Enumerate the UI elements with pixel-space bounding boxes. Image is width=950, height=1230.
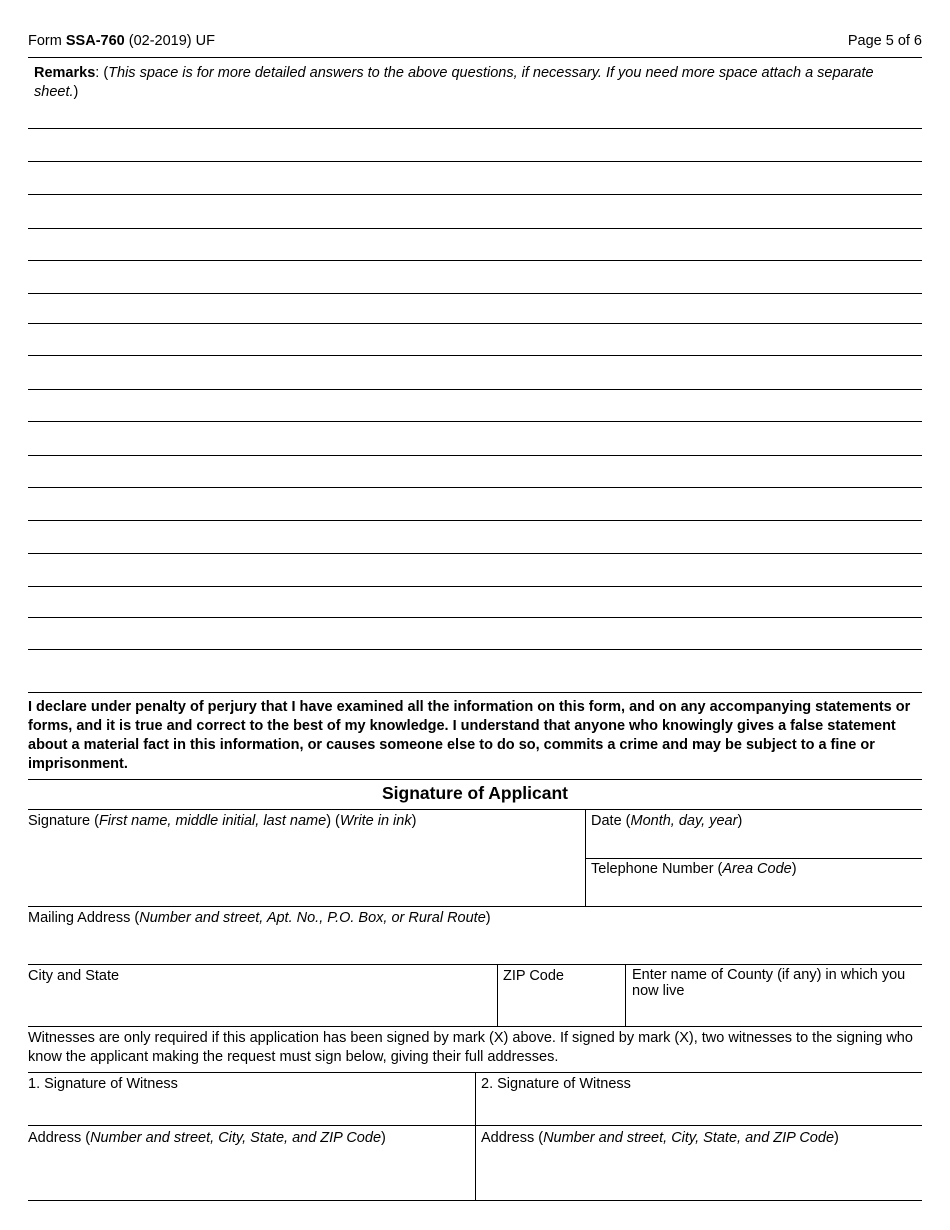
form-version: (02-2019) UF [128, 33, 215, 49]
label-text: ) ( [326, 813, 340, 829]
witness-2-signature-label: 2. Signature of Witness [481, 1076, 631, 1092]
label-text: Date ( [591, 813, 631, 829]
remarks-heading [34, 64, 904, 102]
label-text: ) [737, 813, 743, 829]
label-text: Mailing Address ( [28, 910, 140, 926]
divider [28, 964, 922, 965]
divider [28, 1200, 922, 1201]
perjury-declaration: I declare under penalty of perjury that I have examined all the information on this form, and on any accompanying statements or forms, and it is true and correct to the best of my knowledge. I understand that anyone who knowingly gives a false statement about a material fact in this information, or causes someone else to do so, commits a crime and may be subject to a fine or imprisonment. [28, 699, 911, 772]
label-text: ) [834, 1130, 839, 1146]
remarks-line[interactable] [28, 586, 922, 587]
remarks-instruction: This space is for more detailed answers to the above questions, if necessary. If you need more space attach a separate sheet. [34, 65, 874, 100]
label-text: Address ( [28, 1130, 91, 1146]
zip-code-input[interactable] [498, 987, 624, 1025]
witness-1-signature-input[interactable] [28, 1095, 474, 1124]
mailing-address-label [28, 909, 491, 927]
date-field-label [591, 812, 742, 830]
remarks-line[interactable] [28, 487, 922, 488]
city-state-label: City and State [28, 968, 120, 984]
form-prefix: Form [28, 33, 62, 49]
remarks-line[interactable] [28, 617, 922, 618]
label-text: ) [381, 1130, 386, 1146]
remarks-line[interactable] [28, 128, 922, 129]
divider [28, 906, 922, 907]
label-text: Address ( [481, 1130, 544, 1146]
remarks-line[interactable] [28, 455, 922, 456]
remarks-line[interactable] [28, 323, 922, 324]
label-text: ) [791, 861, 797, 877]
remarks-line[interactable] [28, 194, 922, 195]
remarks-line[interactable] [28, 421, 922, 422]
signature-input[interactable] [28, 832, 584, 905]
label-italic: Number and street, Apt. No., P.O. Box, or Rural Route [139, 910, 486, 926]
remarks-line[interactable] [28, 649, 922, 650]
city-state-input[interactable] [28, 987, 496, 1025]
remarks-line[interactable] [28, 553, 922, 554]
label-italic: Number and street, City, State, and ZIP Code [90, 1130, 382, 1146]
mailing-address-input[interactable] [28, 929, 922, 963]
divider [28, 779, 922, 780]
label-italic: First name, middle initial, last name [98, 813, 327, 829]
witness-2-signature-input[interactable] [476, 1095, 922, 1124]
witness-instructions: Witnesses are only required if this application has been signed by mark (X) above. If signed by mark (X), two witnesses to the signing who know the applicant making the request must sign below, giving their full addresses. [28, 1030, 913, 1065]
label-italic: Area Code [722, 861, 792, 877]
page-number: Page 5 of 6 [847, 33, 922, 49]
remarks-line[interactable] [28, 692, 922, 693]
remarks-line[interactable] [28, 355, 922, 356]
county-input[interactable] [626, 1000, 922, 1025]
date-input[interactable] [586, 832, 922, 857]
form-identifier [28, 33, 215, 49]
label-italic: Write in ink [339, 813, 412, 829]
witness-1-address-input[interactable] [28, 1149, 474, 1199]
remarks-line[interactable] [28, 293, 922, 294]
witness-2-address-input[interactable] [476, 1149, 922, 1199]
telephone-field-label [591, 860, 797, 878]
divider [28, 809, 922, 810]
remarks-close: ) [73, 84, 79, 100]
form-number: SSA-760 [65, 33, 125, 49]
remarks-line[interactable] [28, 520, 922, 521]
label-italic: Number and street, City, State, and ZIP Code [543, 1130, 835, 1146]
zip-code-label: ZIP Code [503, 968, 564, 984]
divider [28, 1125, 922, 1126]
header-divider [28, 57, 922, 58]
label-text: ) [485, 910, 491, 926]
label-text: Telephone Number ( [591, 861, 723, 877]
divider [28, 1026, 922, 1027]
witness-1-address-label [28, 1129, 386, 1147]
remarks-label: Remarks [34, 65, 96, 81]
remarks-line[interactable] [28, 260, 922, 261]
signature-field-label [28, 812, 416, 830]
label-text: Signature ( [28, 813, 99, 829]
label-text: ) [411, 813, 417, 829]
witness-2-address-label [481, 1129, 839, 1147]
remarks-line[interactable] [28, 161, 922, 162]
remarks-line[interactable] [28, 228, 922, 229]
remarks-line[interactable] [28, 389, 922, 390]
remarks-colon: : ( [95, 65, 109, 81]
divider [585, 858, 922, 859]
telephone-input[interactable] [586, 880, 922, 905]
witness-1-signature-label: 1. Signature of Witness [28, 1076, 178, 1092]
county-label: Enter name of County (if any) in which you now live [632, 967, 906, 999]
label-italic: Month, day, year [630, 813, 738, 829]
signature-section-title: Signature of Applicant [381, 783, 569, 803]
